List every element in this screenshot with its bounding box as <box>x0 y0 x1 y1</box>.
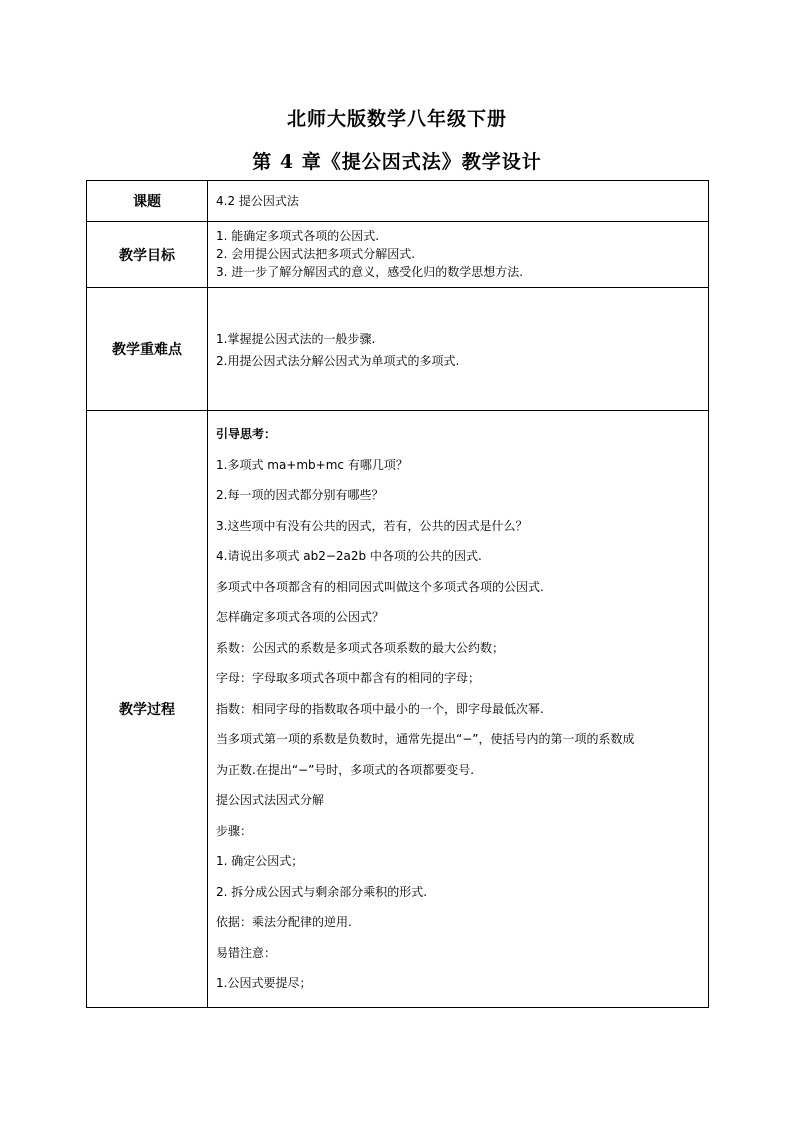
table-row-key-points <box>87 288 709 411</box>
list-item: 4.请说出多项式 ab2−2a2b 中各项的公共的因式. <box>216 549 482 563</box>
process-cell <box>208 411 709 1008</box>
list-item: 2.每一项的因式都分别有哪些？ <box>216 488 384 502</box>
topic-value: 4.2 提公因式法 <box>216 194 299 208</box>
process-heading: 引导思考： <box>216 427 277 441</box>
lesson-plan-table <box>86 180 709 1008</box>
list-item: 1.掌握提公因式法的一般步骤. <box>216 332 376 346</box>
list-item: 提公因式法因式分解 <box>216 793 325 807</box>
list-item: 2. 会用提公因式法把多项式分解因式. <box>216 247 416 261</box>
list-item: 步骤： <box>216 823 253 838</box>
table-row-topic <box>87 181 709 222</box>
list-item: 3.这些项中有没有公共的因式，若有，公共的因式是什么？ <box>216 518 528 533</box>
list-item: 当多项式第一项的系数是负数时，通常先提出“−”，使括号内的第一项的系数成 <box>216 732 635 746</box>
key-points-cell <box>208 288 709 411</box>
list-item: 字母：字母取多项式各项中都含有的相同的字母； <box>216 671 481 685</box>
list-item: 1. 能确定多项式各项的公因式. <box>216 229 380 243</box>
document-subtitle: 第 4 章《提公因式法》教学设计 <box>252 151 542 173</box>
document-title: 北师大版数学八年级下册 <box>286 108 507 130</box>
list-item: 指数：相同字母的指数取各项中最小的一个，即字母最低次幂. <box>216 701 544 716</box>
list-item: 多项式中各项都含有的相同因式叫做这个多项式各项的公因式. <box>216 579 544 594</box>
list-item: 2.用提公因式法分解公因式为单项式的多项式. <box>216 354 460 368</box>
list-item: 3. 进一步了解分解因式的意义，感受化归的数学思想方法. <box>216 265 524 279</box>
list-item: 易错注意： <box>216 945 277 960</box>
key-points-list <box>216 288 704 372</box>
topic-label: 课题 <box>87 181 208 222</box>
list-item: 1. 确定公因式； <box>216 854 304 868</box>
key-points-label: 教学重难点 <box>87 288 208 411</box>
table-row-process <box>87 411 709 1008</box>
process-list <box>216 411 704 999</box>
table-row-goals <box>87 222 709 288</box>
list-item: 依据：乘法分配律的逆用. <box>216 915 352 929</box>
topic-cell <box>208 181 709 222</box>
list-item: 2. 拆分成公因式与剩余部分乘积的形式. <box>216 884 428 899</box>
list-item: 怎样确定多项式各项的公因式？ <box>216 610 385 624</box>
process-label: 教学过程 <box>87 411 208 1008</box>
list-item: 为正数.在提出“−”号时，多项式的各项都要变号. <box>216 762 475 777</box>
goals-label: 教学目标 <box>87 222 208 288</box>
list-item: 1.多项式 ma+mb+mc 有哪几项？ <box>216 457 408 472</box>
list-item: 1.公因式要提尽； <box>216 976 312 990</box>
list-item: 系数：公因式的系数是多项式各项系数的最大公约数； <box>216 640 505 655</box>
goals-cell <box>208 222 709 288</box>
goals-list <box>216 222 704 281</box>
